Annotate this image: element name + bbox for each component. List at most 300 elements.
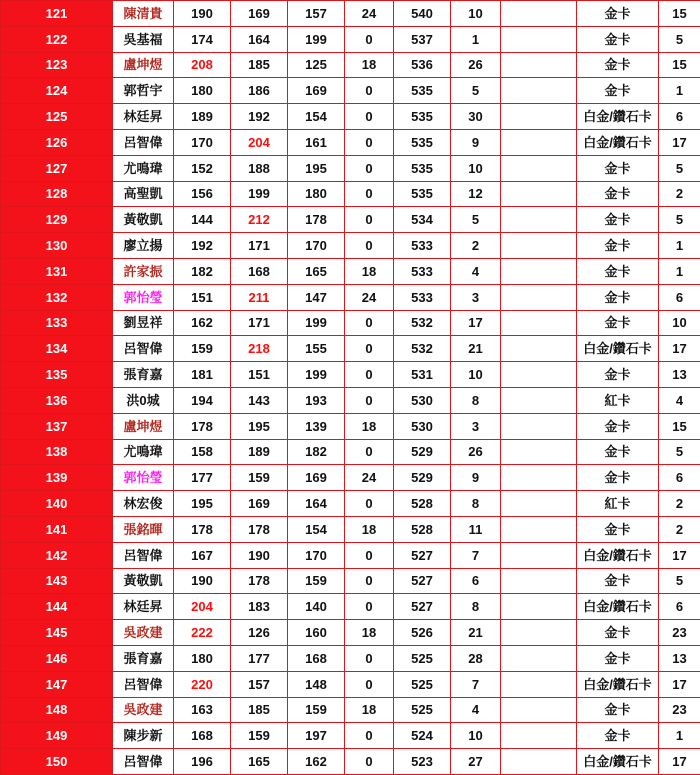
total-score-cell: 535 xyxy=(394,129,451,155)
game2-score-cell: 171 xyxy=(231,310,288,336)
card-type-cell: 金卡 xyxy=(577,310,659,336)
number-cell: 8 xyxy=(451,491,501,517)
total-score-cell: 532 xyxy=(394,336,451,362)
player-name-cell: 劉昱祥 xyxy=(113,310,174,336)
game2-score-cell: 188 xyxy=(231,155,288,181)
count-cell: 6 xyxy=(659,104,700,130)
game1-score-cell: 220 xyxy=(174,671,231,697)
handicap-cell: 0 xyxy=(345,129,394,155)
card-type-cell: 金卡 xyxy=(577,233,659,259)
handicap-cell: 0 xyxy=(345,671,394,697)
card-type-cell: 金卡 xyxy=(577,723,659,749)
card-type-cell: 白金/鑽石卡 xyxy=(577,542,659,568)
handicap-cell: 0 xyxy=(345,723,394,749)
game2-score-cell: 169 xyxy=(231,1,288,27)
game3-score-cell: 170 xyxy=(288,233,345,259)
table-row xyxy=(1,155,700,181)
player-name-cell: 呂智偉 xyxy=(113,542,174,568)
number-cell: 10 xyxy=(451,362,501,388)
count-cell: 17 xyxy=(659,336,700,362)
card-type-cell: 金卡 xyxy=(577,1,659,27)
game1-score-cell: 177 xyxy=(174,465,231,491)
note-cell xyxy=(501,258,577,284)
note-cell xyxy=(501,52,577,78)
game3-score-cell: 125 xyxy=(288,52,345,78)
game1-score-cell: 144 xyxy=(174,207,231,233)
note-cell xyxy=(501,516,577,542)
card-type-cell: 紅卡 xyxy=(577,491,659,517)
rank-cell: 146 xyxy=(1,645,113,671)
total-score-cell: 527 xyxy=(394,542,451,568)
game1-score-cell: 158 xyxy=(174,439,231,465)
player-name-cell: 林廷昇 xyxy=(113,104,174,130)
player-name-cell: 張銘暉 xyxy=(113,516,174,542)
player-name-cell: 吳基福 xyxy=(113,26,174,52)
table-row xyxy=(1,671,700,697)
number-cell: 1 xyxy=(451,26,501,52)
game3-score-cell: 180 xyxy=(288,181,345,207)
game2-score-cell: 168 xyxy=(231,258,288,284)
card-type-cell: 金卡 xyxy=(577,26,659,52)
handicap-cell: 18 xyxy=(345,258,394,284)
table-row xyxy=(1,104,700,130)
rank-cell: 127 xyxy=(1,155,113,181)
table-row xyxy=(1,258,700,284)
number-cell: 17 xyxy=(451,310,501,336)
handicap-cell: 18 xyxy=(345,620,394,646)
game2-score-cell: 143 xyxy=(231,387,288,413)
count-cell: 17 xyxy=(659,749,700,775)
handicap-cell: 24 xyxy=(345,465,394,491)
game3-score-cell: 195 xyxy=(288,155,345,181)
game2-score-cell: 186 xyxy=(231,78,288,104)
note-cell xyxy=(501,336,577,362)
note-cell xyxy=(501,310,577,336)
number-cell: 10 xyxy=(451,723,501,749)
game3-score-cell: 157 xyxy=(288,1,345,27)
handicap-cell: 0 xyxy=(345,491,394,517)
note-cell xyxy=(501,723,577,749)
player-name-cell: 吳政建 xyxy=(113,620,174,646)
game2-score-cell: 199 xyxy=(231,181,288,207)
handicap-cell: 0 xyxy=(345,181,394,207)
card-type-cell: 白金/鑽石卡 xyxy=(577,104,659,130)
game2-score-cell: 151 xyxy=(231,362,288,388)
total-score-cell: 534 xyxy=(394,207,451,233)
number-cell: 28 xyxy=(451,645,501,671)
player-name-cell: 高聖凱 xyxy=(113,181,174,207)
count-cell: 1 xyxy=(659,258,700,284)
table-row xyxy=(1,749,700,775)
game1-score-cell: 151 xyxy=(174,284,231,310)
game1-score-cell: 167 xyxy=(174,542,231,568)
note-cell xyxy=(501,749,577,775)
game3-score-cell: 154 xyxy=(288,104,345,130)
count-cell: 5 xyxy=(659,568,700,594)
game2-score-cell: 204 xyxy=(231,129,288,155)
game1-score-cell: 162 xyxy=(174,310,231,336)
game1-score-cell: 195 xyxy=(174,491,231,517)
table-row xyxy=(1,723,700,749)
total-score-cell: 530 xyxy=(394,387,451,413)
note-cell xyxy=(501,181,577,207)
count-cell: 2 xyxy=(659,181,700,207)
game3-score-cell: 155 xyxy=(288,336,345,362)
number-cell: 7 xyxy=(451,671,501,697)
total-score-cell: 525 xyxy=(394,645,451,671)
game3-score-cell: 160 xyxy=(288,620,345,646)
table-row xyxy=(1,516,700,542)
total-score-cell: 529 xyxy=(394,439,451,465)
note-cell xyxy=(501,233,577,259)
handicap-cell: 24 xyxy=(345,284,394,310)
card-type-cell: 金卡 xyxy=(577,52,659,78)
game3-score-cell: 147 xyxy=(288,284,345,310)
card-type-cell: 金卡 xyxy=(577,284,659,310)
game2-score-cell: 185 xyxy=(231,52,288,78)
total-score-cell: 527 xyxy=(394,568,451,594)
handicap-cell: 0 xyxy=(345,155,394,181)
game2-score-cell: 177 xyxy=(231,645,288,671)
game2-score-cell: 211 xyxy=(231,284,288,310)
handicap-cell: 0 xyxy=(345,207,394,233)
count-cell: 2 xyxy=(659,491,700,517)
handicap-cell: 0 xyxy=(345,78,394,104)
game2-score-cell: 159 xyxy=(231,465,288,491)
total-score-cell: 533 xyxy=(394,233,451,259)
number-cell: 9 xyxy=(451,129,501,155)
number-cell: 10 xyxy=(451,155,501,181)
count-cell: 23 xyxy=(659,620,700,646)
rank-cell: 149 xyxy=(1,723,113,749)
player-name-cell: 陳清貴 xyxy=(113,1,174,27)
count-cell: 15 xyxy=(659,1,700,27)
handicap-cell: 0 xyxy=(345,439,394,465)
player-name-cell: 林廷昇 xyxy=(113,594,174,620)
game1-score-cell: 222 xyxy=(174,620,231,646)
game3-score-cell: 199 xyxy=(288,362,345,388)
total-score-cell: 528 xyxy=(394,491,451,517)
count-cell: 1 xyxy=(659,233,700,259)
game2-score-cell: 183 xyxy=(231,594,288,620)
handicap-cell: 0 xyxy=(345,336,394,362)
game1-score-cell: 181 xyxy=(174,362,231,388)
number-cell: 5 xyxy=(451,78,501,104)
count-cell: 5 xyxy=(659,155,700,181)
game1-score-cell: 182 xyxy=(174,258,231,284)
count-cell: 17 xyxy=(659,542,700,568)
total-score-cell: 528 xyxy=(394,516,451,542)
table-row xyxy=(1,181,700,207)
game1-score-cell: 208 xyxy=(174,52,231,78)
rank-cell: 125 xyxy=(1,104,113,130)
note-cell xyxy=(501,439,577,465)
card-type-cell: 金卡 xyxy=(577,78,659,104)
game3-score-cell: 199 xyxy=(288,310,345,336)
rank-cell: 121 xyxy=(1,1,113,27)
player-name-cell: 盧坤煜 xyxy=(113,413,174,439)
count-cell: 17 xyxy=(659,129,700,155)
game1-score-cell: 194 xyxy=(174,387,231,413)
player-name-cell: 張育嘉 xyxy=(113,362,174,388)
rank-cell: 140 xyxy=(1,491,113,517)
handicap-cell: 18 xyxy=(345,697,394,723)
note-cell xyxy=(501,78,577,104)
ranking-rows xyxy=(1,1,700,775)
card-type-cell: 白金/鑽石卡 xyxy=(577,671,659,697)
game1-score-cell: 170 xyxy=(174,129,231,155)
note-cell xyxy=(501,568,577,594)
table-row xyxy=(1,542,700,568)
game1-score-cell: 190 xyxy=(174,568,231,594)
note-cell xyxy=(501,465,577,491)
rank-cell: 131 xyxy=(1,258,113,284)
number-cell: 11 xyxy=(451,516,501,542)
game2-score-cell: 178 xyxy=(231,568,288,594)
player-name-cell: 呂智偉 xyxy=(113,129,174,155)
rank-cell: 137 xyxy=(1,413,113,439)
rank-cell: 147 xyxy=(1,671,113,697)
table-row xyxy=(1,129,700,155)
note-cell xyxy=(501,645,577,671)
rank-cell: 132 xyxy=(1,284,113,310)
count-cell: 6 xyxy=(659,594,700,620)
note-cell xyxy=(501,697,577,723)
rank-cell: 145 xyxy=(1,620,113,646)
table-row xyxy=(1,491,700,517)
game2-score-cell: 157 xyxy=(231,671,288,697)
rank-cell: 148 xyxy=(1,697,113,723)
rank-cell: 124 xyxy=(1,78,113,104)
handicap-cell: 18 xyxy=(345,413,394,439)
game3-score-cell: 164 xyxy=(288,491,345,517)
count-cell: 6 xyxy=(659,465,700,491)
card-type-cell: 金卡 xyxy=(577,207,659,233)
game3-score-cell: 161 xyxy=(288,129,345,155)
game3-score-cell: 169 xyxy=(288,78,345,104)
rank-cell: 138 xyxy=(1,439,113,465)
player-name-cell: 盧坤煜 xyxy=(113,52,174,78)
number-cell: 12 xyxy=(451,181,501,207)
total-score-cell: 523 xyxy=(394,749,451,775)
total-score-cell: 535 xyxy=(394,181,451,207)
handicap-cell: 24 xyxy=(345,1,394,27)
card-type-cell: 金卡 xyxy=(577,465,659,491)
card-type-cell: 金卡 xyxy=(577,258,659,284)
total-score-cell: 526 xyxy=(394,620,451,646)
number-cell: 2 xyxy=(451,233,501,259)
rank-cell: 150 xyxy=(1,749,113,775)
game1-score-cell: 174 xyxy=(174,26,231,52)
handicap-cell: 0 xyxy=(345,645,394,671)
number-cell: 26 xyxy=(451,439,501,465)
game1-score-cell: 152 xyxy=(174,155,231,181)
handicap-cell: 0 xyxy=(345,594,394,620)
number-cell: 26 xyxy=(451,52,501,78)
total-score-cell: 529 xyxy=(394,465,451,491)
count-cell: 5 xyxy=(659,207,700,233)
number-cell: 5 xyxy=(451,207,501,233)
game2-score-cell: 185 xyxy=(231,697,288,723)
rank-cell: 133 xyxy=(1,310,113,336)
number-cell: 3 xyxy=(451,413,501,439)
number-cell: 8 xyxy=(451,387,501,413)
count-cell: 23 xyxy=(659,697,700,723)
player-name-cell: 呂智偉 xyxy=(113,336,174,362)
note-cell xyxy=(501,542,577,568)
card-type-cell: 白金/鑽石卡 xyxy=(577,594,659,620)
card-type-cell: 金卡 xyxy=(577,620,659,646)
table-row xyxy=(1,1,700,27)
card-type-cell: 金卡 xyxy=(577,362,659,388)
note-cell xyxy=(501,207,577,233)
game1-score-cell: 163 xyxy=(174,697,231,723)
count-cell: 10 xyxy=(659,310,700,336)
game1-score-cell: 159 xyxy=(174,336,231,362)
note-cell xyxy=(501,594,577,620)
note-cell xyxy=(501,362,577,388)
number-cell: 3 xyxy=(451,284,501,310)
player-name-cell: 廖立揚 xyxy=(113,233,174,259)
count-cell: 2 xyxy=(659,516,700,542)
rank-cell: 126 xyxy=(1,129,113,155)
number-cell: 7 xyxy=(451,542,501,568)
handicap-cell: 0 xyxy=(345,362,394,388)
table-row xyxy=(1,78,700,104)
card-type-cell: 白金/鑽石卡 xyxy=(577,336,659,362)
game2-score-cell: 126 xyxy=(231,620,288,646)
table-row xyxy=(1,594,700,620)
game1-score-cell: 192 xyxy=(174,233,231,259)
game3-score-cell: 182 xyxy=(288,439,345,465)
rank-cell: 122 xyxy=(1,26,113,52)
game3-score-cell: 165 xyxy=(288,258,345,284)
note-cell xyxy=(501,129,577,155)
handicap-cell: 0 xyxy=(345,568,394,594)
game3-score-cell: 148 xyxy=(288,671,345,697)
card-type-cell: 金卡 xyxy=(577,645,659,671)
total-score-cell: 536 xyxy=(394,52,451,78)
player-name-cell: 吳政建 xyxy=(113,697,174,723)
game2-score-cell: 212 xyxy=(231,207,288,233)
rank-cell: 136 xyxy=(1,387,113,413)
total-score-cell: 535 xyxy=(394,78,451,104)
table-row xyxy=(1,465,700,491)
count-cell: 1 xyxy=(659,78,700,104)
number-cell: 9 xyxy=(451,465,501,491)
count-cell: 15 xyxy=(659,52,700,78)
rank-cell: 135 xyxy=(1,362,113,388)
rank-cell: 144 xyxy=(1,594,113,620)
number-cell: 8 xyxy=(451,594,501,620)
total-score-cell: 540 xyxy=(394,1,451,27)
table-row xyxy=(1,439,700,465)
game1-score-cell: 168 xyxy=(174,723,231,749)
count-cell: 15 xyxy=(659,413,700,439)
game3-score-cell: 197 xyxy=(288,723,345,749)
player-name-cell: 許家振 xyxy=(113,258,174,284)
table-row xyxy=(1,620,700,646)
game3-score-cell: 168 xyxy=(288,645,345,671)
game1-score-cell: 196 xyxy=(174,749,231,775)
game1-score-cell: 178 xyxy=(174,413,231,439)
player-name-cell: 呂智偉 xyxy=(113,671,174,697)
total-score-cell: 525 xyxy=(394,697,451,723)
total-score-cell: 525 xyxy=(394,671,451,697)
rank-cell: 128 xyxy=(1,181,113,207)
game2-score-cell: 169 xyxy=(231,491,288,517)
game1-score-cell: 178 xyxy=(174,516,231,542)
rank-cell: 130 xyxy=(1,233,113,259)
count-cell: 13 xyxy=(659,645,700,671)
player-name-cell: 黃敬凱 xyxy=(113,568,174,594)
card-type-cell: 金卡 xyxy=(577,439,659,465)
handicap-cell: 0 xyxy=(345,387,394,413)
player-name-cell: 洪0城 xyxy=(113,387,174,413)
player-name-cell: 張育嘉 xyxy=(113,645,174,671)
game2-score-cell: 190 xyxy=(231,542,288,568)
rank-cell: 143 xyxy=(1,568,113,594)
game3-score-cell: 193 xyxy=(288,387,345,413)
handicap-cell: 18 xyxy=(345,516,394,542)
number-cell: 27 xyxy=(451,749,501,775)
game3-score-cell: 140 xyxy=(288,594,345,620)
handicap-cell: 0 xyxy=(345,542,394,568)
rank-cell: 142 xyxy=(1,542,113,568)
total-score-cell: 524 xyxy=(394,723,451,749)
table-row xyxy=(1,284,700,310)
player-name-cell: 黃敬凱 xyxy=(113,207,174,233)
handicap-cell: 0 xyxy=(345,26,394,52)
total-score-cell: 532 xyxy=(394,310,451,336)
game2-score-cell: 192 xyxy=(231,104,288,130)
handicap-cell: 0 xyxy=(345,310,394,336)
game1-score-cell: 189 xyxy=(174,104,231,130)
total-score-cell: 531 xyxy=(394,362,451,388)
table-row xyxy=(1,568,700,594)
table-row xyxy=(1,233,700,259)
note-cell xyxy=(501,671,577,697)
player-name-cell: 林宏俊 xyxy=(113,491,174,517)
rank-cell: 134 xyxy=(1,336,113,362)
number-cell: 4 xyxy=(451,697,501,723)
card-type-cell: 金卡 xyxy=(577,181,659,207)
player-name-cell: 郭怡瑩 xyxy=(113,465,174,491)
game1-score-cell: 180 xyxy=(174,645,231,671)
card-type-cell: 金卡 xyxy=(577,516,659,542)
count-cell: 5 xyxy=(659,439,700,465)
table-row xyxy=(1,413,700,439)
note-cell xyxy=(501,1,577,27)
rank-cell: 141 xyxy=(1,516,113,542)
handicap-cell: 18 xyxy=(345,52,394,78)
game3-score-cell: 169 xyxy=(288,465,345,491)
count-cell: 17 xyxy=(659,671,700,697)
table-row xyxy=(1,697,700,723)
game3-score-cell: 159 xyxy=(288,697,345,723)
total-score-cell: 533 xyxy=(394,284,451,310)
count-cell: 5 xyxy=(659,26,700,52)
game3-score-cell: 199 xyxy=(288,26,345,52)
game1-score-cell: 180 xyxy=(174,78,231,104)
rank-cell: 123 xyxy=(1,52,113,78)
number-cell: 10 xyxy=(451,1,501,27)
game2-score-cell: 159 xyxy=(231,723,288,749)
table-row xyxy=(1,207,700,233)
game2-score-cell: 178 xyxy=(231,516,288,542)
player-name-cell: 尤鳴瑋 xyxy=(113,155,174,181)
player-name-cell: 郭哲宇 xyxy=(113,78,174,104)
